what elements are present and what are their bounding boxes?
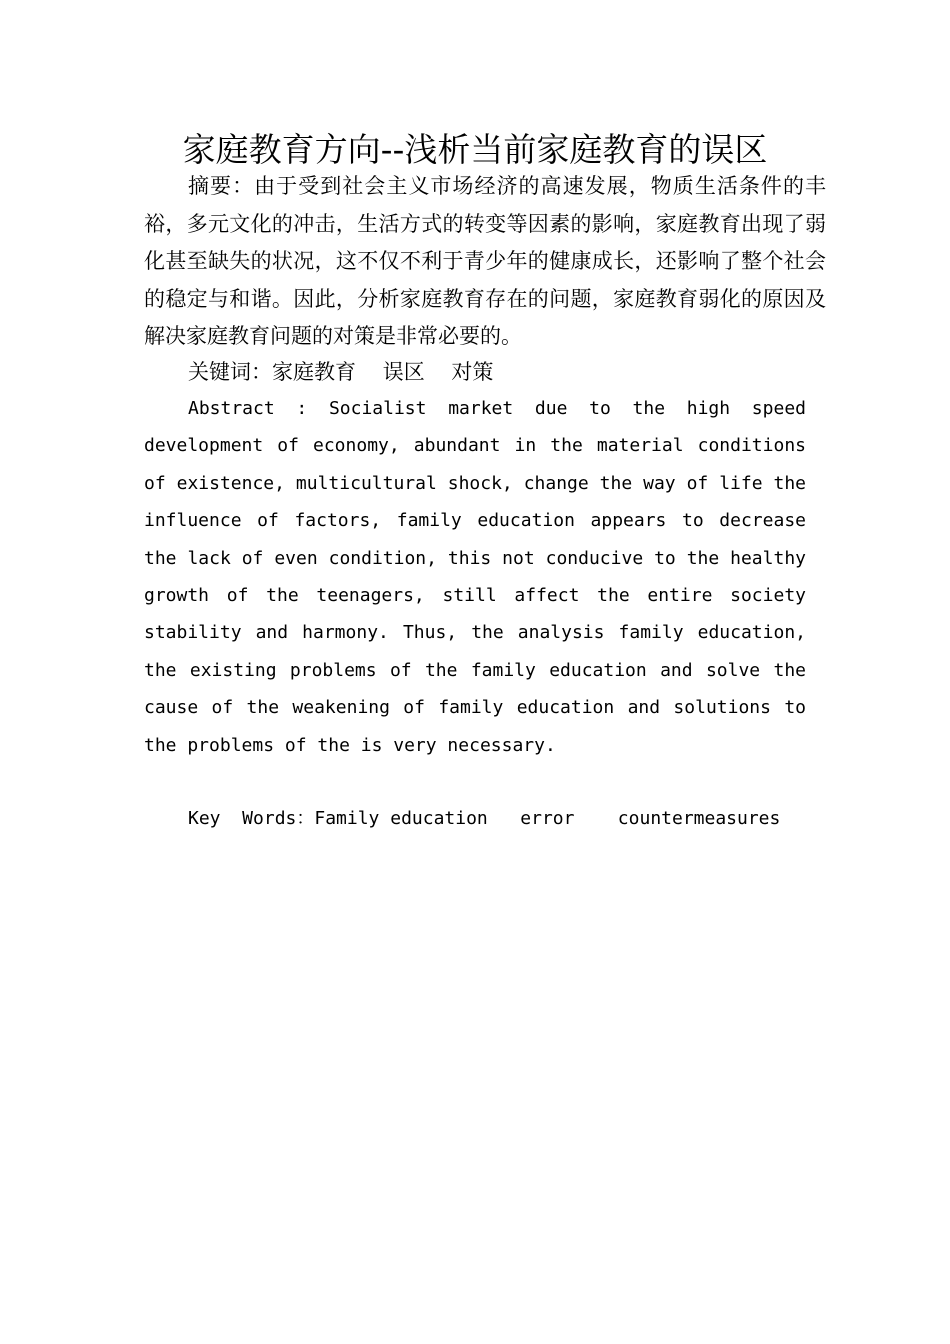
keywords-chinese: 关键词：家庭教育 误区 对策	[188, 360, 494, 384]
abstract-english: Abstract : Socialist market due to the high speed development of economy, abundant in the material conditions of existence, multicultural shock, change the way of life the influence of factors, family education appears to decrease the lack of even condition, this not conducive to the healthy growth of the teenagers, still affect the entire society stability and harmony. Thus, the analysis family education, the existing problems of the family education and solve the cause of the weakening of family education and solutions to the problems of the is very necessary.	[144, 398, 806, 756]
document-title: 家庭教育方向--浅析当前家庭教育的误区	[182, 130, 768, 169]
abstract-chinese: 摘要：由于受到社会主义市场经济的高速发展，物质生活条件的丰裕，多元文化的冲击，生活方式的转变等因素的影响，家庭教育出现了弱化甚至缺失的状况，这不仅不利于青少年的健康成长，还影响了整个社会的稳定与和谐。因此，分析家庭教育存在的问题，家庭教育弱化的原因及解决家庭教育问题的对策是非常必要的。	[144, 174, 826, 348]
keywords-english: Key Words：Family education error countermeasures	[188, 808, 781, 829]
